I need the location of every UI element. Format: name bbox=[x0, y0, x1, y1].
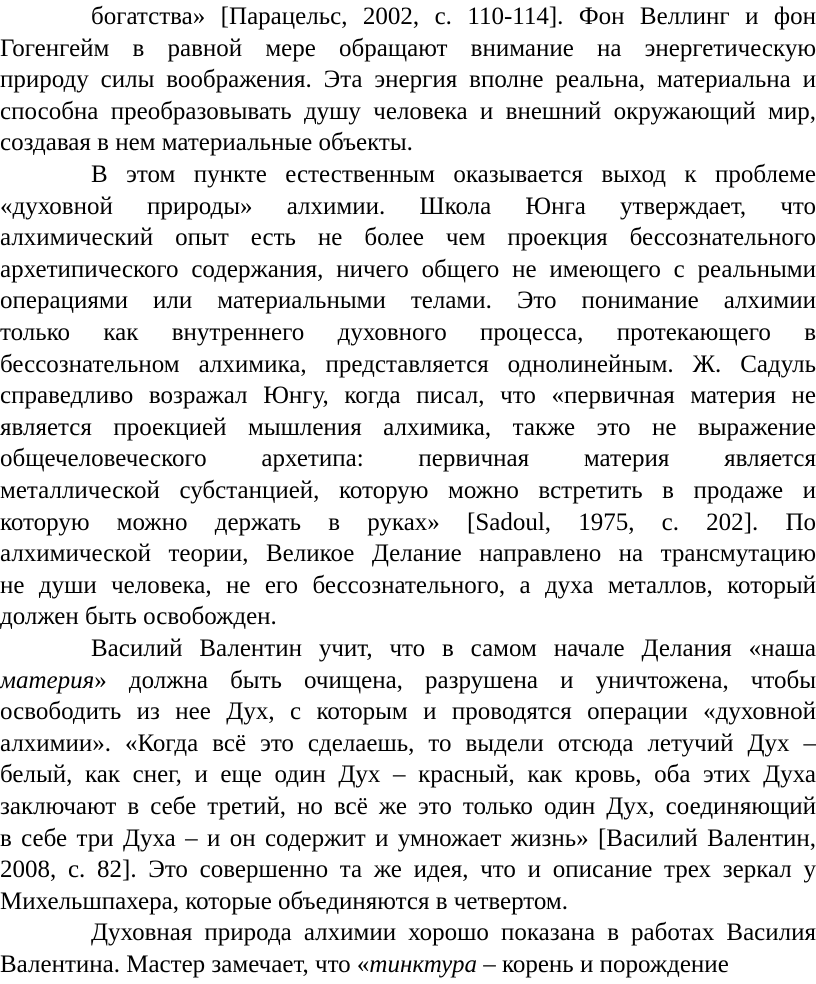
text-line-2: Гогенгейм в равной мере обращают внимание на энергетическую bbox=[0, 34, 816, 62]
text-line-12: бессознательном алхимика, представляется однолинейным. Ж. Садуль bbox=[0, 350, 816, 378]
text-line-17: которую можно держать в руках» [Sadoul, 1975, с. 202]. По bbox=[0, 508, 816, 536]
text-line-29: Михельшпахера, которые объединяются в четвертом. bbox=[0, 887, 568, 915]
text-line-22-post: » должна быть очищена, разрушена и уничтожена, чтобы bbox=[94, 666, 816, 694]
text-line-22 bbox=[0, 665, 816, 696]
text-line-19: не души человека, не его бессознательного, а духа металлов, который bbox=[0, 571, 816, 599]
text-line-1: богатства» [Парацельс, 2002, с. 110-114]. Фон Веллинг и фон bbox=[91, 3, 816, 30]
text-line-16: металлической субстанцией, которую можно встретить в продаже и bbox=[0, 477, 816, 504]
text-line-27: в себе три Духа – и он содержит и умножает жизнь» [Василий Валентин, bbox=[0, 824, 816, 852]
text-line-31-post: – корень и порождение bbox=[476, 951, 729, 978]
text-line-6: В этом пункте естественным оказывается выход к проблеме bbox=[91, 161, 816, 188]
text-line-9: архетипического содержания, ничего общего не имеющего с реальными bbox=[0, 255, 816, 283]
text-line-26: заключают в себе третий, но всё же это только один Дух, соединяющий bbox=[0, 793, 816, 820]
text-line-28: 2008, с. 82]. Это совершенно та же идея, что и описание трех зеркал у bbox=[0, 856, 816, 884]
text-line-23: освободить из нее Дух, с которым и проводятся операции «духовной bbox=[0, 698, 816, 726]
text-line-21: Василий Валентин учит, что в самом начале Делания «наша bbox=[91, 635, 816, 662]
italic-word: материя bbox=[0, 666, 95, 694]
text-line-10: операциями или материальными телами. Это понимание алхимии bbox=[0, 287, 816, 315]
text-line-18: алхимической теории, Великое Делание направлено на трансмутацию bbox=[0, 540, 816, 568]
text-line-8: алхимический опыт есть не более чем проекция бессознательного bbox=[0, 224, 816, 252]
text-line-3: природу силы воображения. Эта энергия вполне реальна, материальна и bbox=[0, 66, 816, 94]
italic-word-tinktura: тинктура bbox=[369, 951, 477, 978]
text-line-11: только как внутреннего духовного процесса, протекающего в bbox=[0, 319, 816, 346]
text-line-24: алхимии». «Когда всё это сделаешь, то выдели отсюда летучий Дух – bbox=[0, 729, 816, 757]
text-line-14: является проекцией мышления алхимика, также это не выражение bbox=[0, 413, 816, 441]
text-line-4: способна преобразовывать душу человека и внешний окружающий мир, bbox=[0, 97, 816, 125]
text-line-5: создавая в нем материальные объекты. bbox=[0, 129, 413, 157]
text-line-25: белый, как снег, и еще один Дух – красный, как кровь, оба этих Духа bbox=[0, 761, 816, 789]
text-line-7: «духовной природы» алхимии. Школа Юнга утверждает, что bbox=[0, 192, 816, 220]
text-line-30: Духовная природа алхимии хорошо показана в работах Василия bbox=[91, 919, 816, 947]
text-line-13: справедливо возражал Юнгу, когда писал, что «первичная материя не bbox=[0, 382, 816, 410]
text-line-31: Валентина. Мастер замечает, что «тинктура – корень и порождение bbox=[0, 951, 729, 978]
text-line-15: общечеловеческого архетипа: первичная материя является bbox=[0, 445, 816, 473]
text-line-20: должен быть освобожден. bbox=[0, 603, 277, 631]
